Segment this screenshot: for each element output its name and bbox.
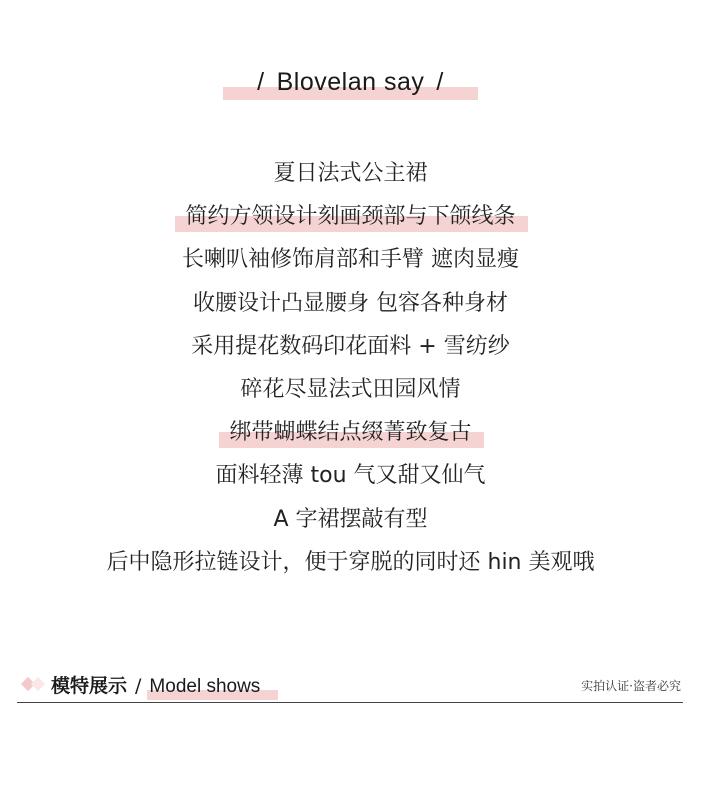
authenticity-note: 实拍认证·盗者必究 (581, 679, 681, 693)
product-description (0, 152, 701, 584)
diamond-icon (23, 677, 47, 691)
section-divider (17, 702, 683, 703)
description-line: 收腰设计凸显腰身 包容各种身材 (193, 290, 508, 316)
heading-title: Blovelan say (276, 68, 425, 96)
brand-say-heading (0, 68, 701, 97)
section-title-separator: / (135, 675, 142, 697)
description-line-highlighted: 绑带蝴蝶结点缀菁致复古 (0, 411, 701, 454)
description-line: 采用提花数码印花面料 + 雪纺纱 (191, 333, 510, 359)
section-title-cn: 模特展示 (51, 675, 128, 697)
heading-slash-right: / (436, 68, 444, 96)
description-line: 长喇叭袖修饰肩部和手臂 遮肉显瘦 (182, 247, 519, 273)
description-line: 夏日法式公主裙 (273, 161, 428, 186)
description-line: 面料轻薄 tou 气又甜又仙气 (215, 463, 486, 489)
description-line-highlighted: 简约方领设计刻画颈部与下颌线条 (0, 195, 701, 238)
description-line: 碎花尽显法式田园风情 (240, 376, 461, 402)
section-title (51, 671, 260, 698)
description-line: 后中隐形拉链设计，便于穿脱的同时还 hin 美观哦 (106, 549, 595, 575)
heading-slash-left: / (257, 68, 265, 96)
section-title-en: Model shows (149, 676, 261, 697)
description-line: A 字裙摆敲有型 (273, 506, 428, 532)
model-shows-section-header (17, 665, 683, 703)
